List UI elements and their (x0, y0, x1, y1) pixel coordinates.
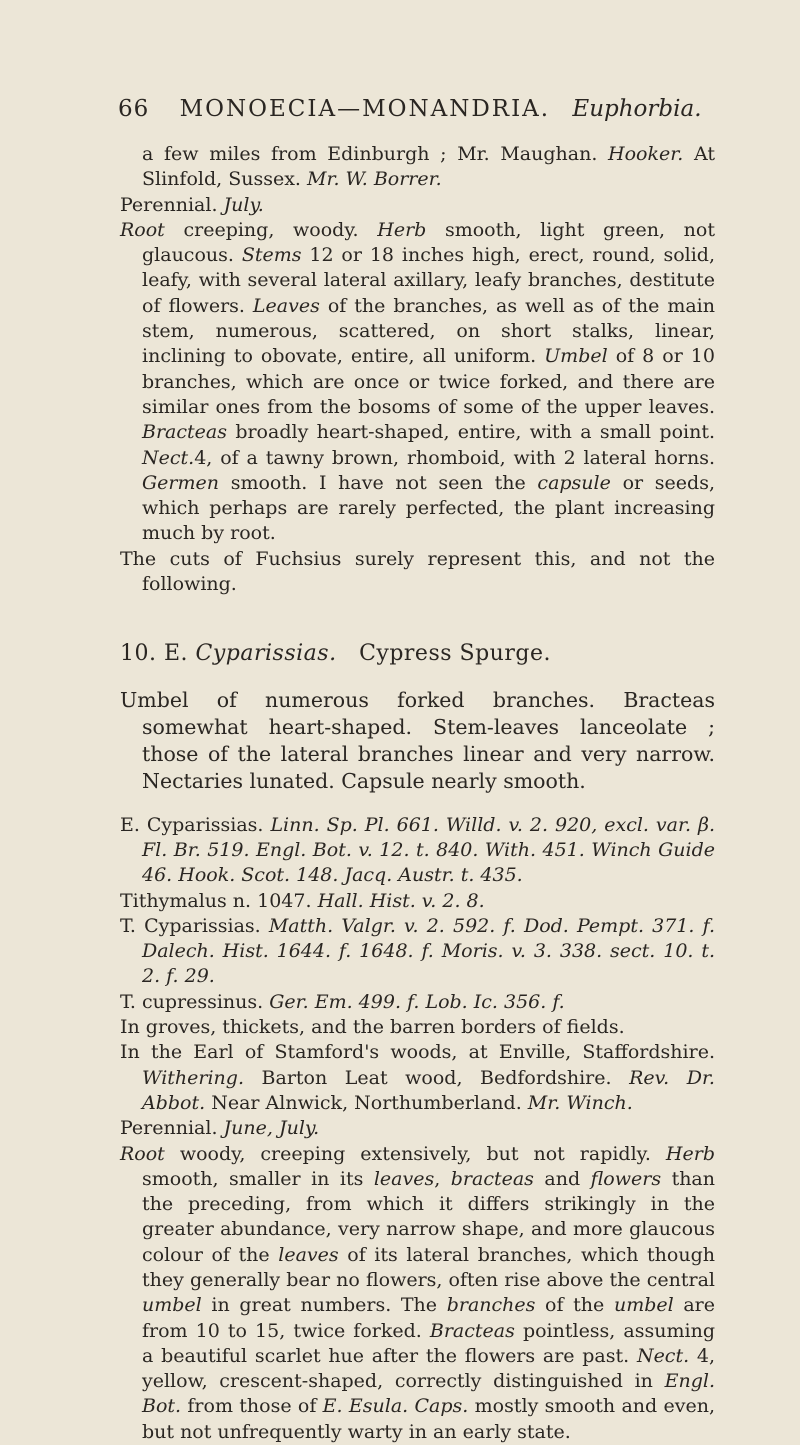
synonym-entry: T. cupressinus. Ger. Em. 499. f. Lob. Ic. 356. f. (120, 990, 715, 1015)
diagnosis-paragraph: Umbel of numerous forked branches. Bracteas somewhat heart-shaped. Stem-leaves lanceolate ; those of the lateral branches linear and very narrow. Nectaries lunated. Capsule nearly smooth. (120, 687, 715, 795)
habitat-line: In groves, thickets, and the barren borders of fields. (120, 1015, 715, 1040)
duration-line: Perennial. July. (120, 193, 715, 218)
note-paragraph: The cuts of Fuchsius surely represent this, and not the following. (120, 547, 715, 598)
synonym-entry: Tithymalus n. 1047. Hall. Hist. v. 2. 8. (120, 889, 715, 914)
synonym-entry: T. Cyparissias. Matth. Valgr. v. 2. 592. f. Dod. Pempt. 371. f. Dalech. Hist. 1644. f. 1648. f. Moris. v. 3. 338. sect. 10. t. 2. f. 29. (120, 914, 715, 990)
locality-line: In the Earl of Stamford's woods, at Enville, Staffordshire. Withering. Barton Leat wood, Bedfordshire. Rev. Dr. Abbot. Near Alnwick, Northumberland. Mr. Winch. (120, 1040, 715, 1116)
locality-continuation: a few miles from Edinburgh ; Mr. Maughan. Hooker. At Slinfold, Sussex. Mr. W. Borrer. (120, 142, 715, 193)
page-number: 66 (118, 96, 149, 122)
running-title: MONOECIA—MONANDRIA. (180, 96, 551, 122)
description-paragraph: Root creeping, woody. Herb smooth, light green, not glaucous. Stems 12 or 18 inches high, erect, round, solid, leafy, with several lateral axillary, leafy branches, destitute of flowers. Leaves of the branches, as well as of the main stem, numerous, scattered, on short stalks, linear, inclining to obovate, entire, all uniform. Umbel of 8 or 10 branches, which are once or twice forked, and there are similar ones from the bosoms of some of the upper leaves. Bracteas broadly heart-shaped, entire, with a small point. Nect.4, of a tawny brown, rhomboid, with 2 lateral horns. Germen smooth. I have not seen the capsule or seeds, which perhaps are rarely perfected, the plant increasing much by root. (120, 218, 715, 547)
page-body (120, 142, 715, 1445)
description-paragraph: Root woody, creeping extensively, but not rapidly. Herb smooth, smaller in its leaves, bracteas and flowers than the preceding, from which it differs strikingly in the greater abundance, very narrow shape, and more glaucous colour of the leaves of its lateral branches, which though they generally bear no flowers, often rise above the central umbel in great numbers. The branches of the umbel are from 10 to 15, twice forked. Bracteas pointless, assuming a beautiful scarlet hue after the flowers are past. Nect. 4, yellow, crescent-shaped, correctly distinguished in Engl. Bot. from those of E. Esula. Caps. mostly smooth and even, but not unfrequently warty in an early state. (120, 1142, 715, 1445)
species-heading: 10. E. Cyparissias. Cypress Spurge. (120, 641, 715, 666)
running-header (118, 96, 698, 122)
duration-line: Perennial. June, July. (120, 1116, 715, 1141)
genus-title: Euphorbia. (572, 96, 701, 122)
synonym-entry: E. Cyparissias. Linn. Sp. Pl. 661. Willd. v. 2. 920, excl. var. β. Fl. Br. 519. Engl. Bot. v. 12. t. 840. With. 451. Winch Guide 46. Hook. Scot. 148. Jacq. Austr. t. 435. (120, 813, 715, 889)
